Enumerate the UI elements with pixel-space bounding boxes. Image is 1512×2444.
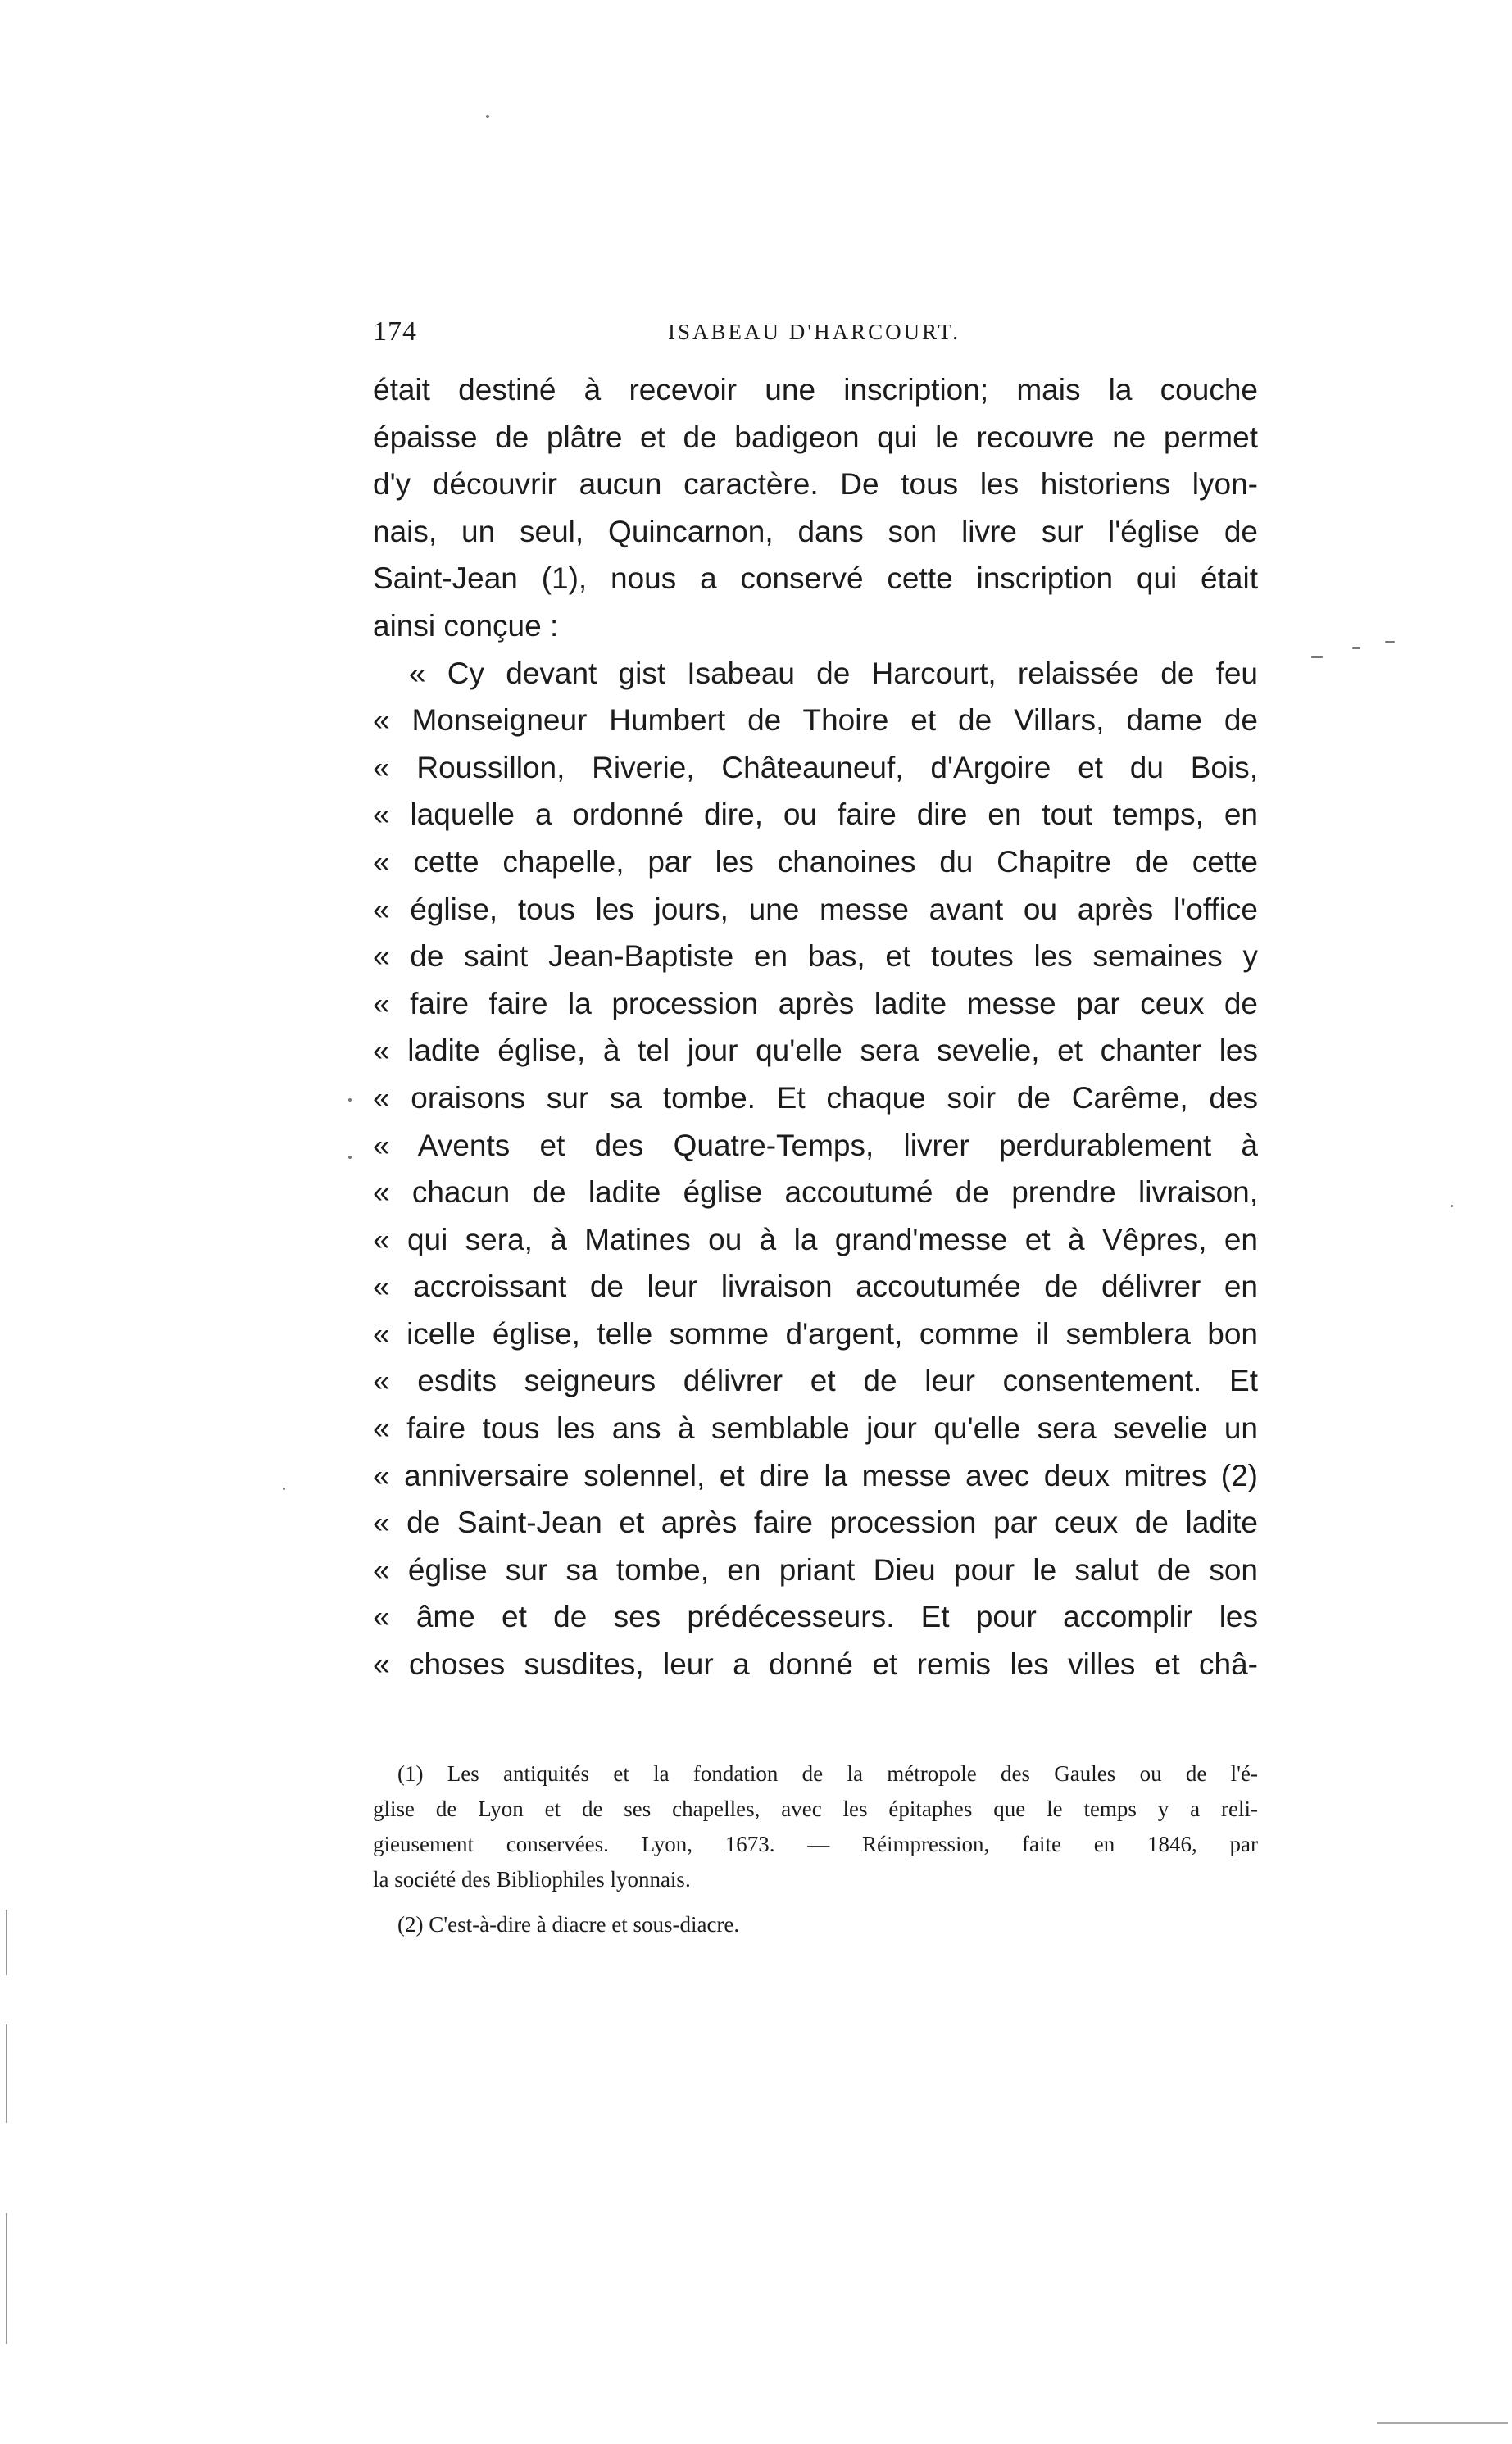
text-line: ainsi conçue : [373, 608, 559, 643]
inscription-line: « qui sera, à Matines ou à la grand'messe et à Vêpres, en [373, 1222, 1258, 1256]
text-line: était destiné à recevoir une inscription; mais la couche [373, 373, 1258, 407]
inscription-line: « ladite église, à tel jour qu'elle sera sevelie, et chanter les [373, 1033, 1258, 1068]
inscription-line: « Cy devant gist Isabeau de Harcourt, relaissée de feu [409, 656, 1258, 690]
scan-edge-mark [1377, 2422, 1508, 2424]
inscription-line: « faire tous les ans à semblable jour qu'elle sera sevelie un [373, 1411, 1258, 1446]
scan-speck [348, 1156, 352, 1159]
inscription-line: « esdits seigneurs délivrer et de leur consentement. Et [373, 1364, 1258, 1398]
scan-edge-mark [6, 2024, 7, 2123]
footnote-1-line: gieusement conservées. Lyon, 1673. — Réimpression, faite en 1846, par [373, 1832, 1258, 1856]
inscription-line: « laquelle a ordonné dire, ou faire dire en tout temps, en [373, 797, 1258, 832]
inscription-line: « choses susdites, leur a donné et remis les villes et châ- [373, 1647, 1258, 1682]
inscription-line: « de Saint-Jean et après faire procession par ceux de ladite [373, 1506, 1258, 1540]
inscription-line: « anniversaire solennel, et dire la messe avec deux mitres (2) [373, 1458, 1258, 1492]
inscription-line: « faire faire la procession après ladite messe par ceux de [373, 986, 1258, 1020]
page-number: 174 [373, 316, 417, 347]
inscription-line: « Monseigneur Humbert de Thoire et de Villars, dame de [373, 703, 1258, 738]
scan-speck [1451, 1205, 1453, 1207]
footnote-2: (2) C'est-à-dire à diacre et sous-diacre. [397, 1912, 740, 1937]
inscription-line: « église, tous les jours, une messe avant ou après l'office [373, 892, 1258, 926]
inscription-line: « accroissant de leur livraison accoutumée de délivrer en [373, 1270, 1258, 1304]
scan-edge-mark [6, 2213, 7, 2344]
footnote-gap [397, 1897, 1258, 1907]
text-line: d'y découvrir aucun caractère. De tous les historiens lyon- [373, 467, 1258, 502]
scan-edge-mark [6, 1910, 7, 1975]
footnote-1-line: (1) Les antiquités et la fondation de la métropole des Gaules ou de l'é- [397, 1761, 1258, 1786]
scan-speck [486, 115, 489, 118]
scan-speck [1352, 647, 1360, 649]
running-title: ISABEAU D'HARCOURT. [668, 320, 960, 344]
text-line: épaisse de plâtre et de badigeon qui le recouvre ne permet [373, 420, 1258, 454]
inscription-line: « oraisons sur sa tombe. Et chaque soir de Carême, des [373, 1080, 1258, 1115]
text-line: Saint-Jean (1), nous a conservé cette inscription qui était [373, 561, 1258, 596]
scan-speck [1385, 641, 1395, 643]
body-text [373, 366, 1258, 1688]
inscription-line: « Avents et des Quatre-Temps, livrer perdurablement à [373, 1128, 1258, 1162]
inscription-line: « Roussillon, Riverie, Châteauneuf, d'Argoire et du Bois, [373, 750, 1258, 784]
inscription-line: « cette chapelle, par les chanoines du Chapitre de cette [373, 844, 1258, 879]
inscription-line: « de saint Jean-Baptiste en bas, et toutes les semaines y [373, 939, 1258, 974]
running-head [373, 316, 1258, 348]
inscription-line: « icelle église, telle somme d'argent, comme il semblera bon [373, 1316, 1258, 1351]
inscription-line: « église sur sa tombe, en priant Dieu pour le salut de son [373, 1552, 1258, 1587]
footnote-1-line: glise de Lyon et de ses chapelles, avec les épitaphes que le temps y a reli- [373, 1797, 1258, 1821]
text-line: nais, un seul, Quincarnon, dans son livre sur l'église de [373, 514, 1258, 548]
footnote-1-line: la société des Bibliophiles lyonnais. [373, 1867, 691, 1892]
scan-speck [348, 1098, 352, 1102]
inscription-line: « chacun de ladite église accoutumé de prendre livraison, [373, 1175, 1258, 1210]
scan-speck [283, 1488, 285, 1490]
footnotes [373, 1756, 1258, 1942]
scan-speck [1311, 656, 1323, 658]
inscription-line: « âme et de ses prédécesseurs. Et pour accomplir les [373, 1600, 1258, 1634]
